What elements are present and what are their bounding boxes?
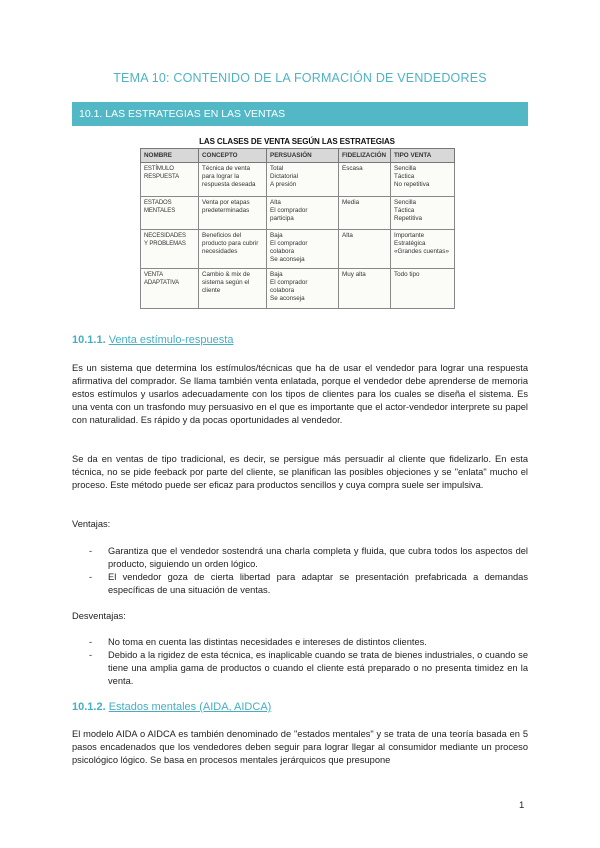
- table-row: [141, 269, 455, 309]
- table-cell: Sencilla Táctica No repetitiva: [391, 163, 455, 197]
- table-cell: Importante Estratégica «Grandes cuentas»: [391, 230, 455, 269]
- table-cell: Venta por etapas predeterminadas: [199, 197, 267, 230]
- list-item: - Debido a la rigidez de esta técnica, es inaplicable cuando se trata de bienes industriales, o cuando se tiene una amplia gama de productos o cuando el cliente está preparado o no presenta timidez en la venta.: [89, 650, 528, 686]
- table-header-row: [141, 149, 455, 163]
- table-cell: ESTÍMULO RESPUESTA: [141, 163, 199, 197]
- column-header: TIPO VENTA: [391, 149, 455, 163]
- list-item: - Garantiza que el vendedor sostendrá una charla completa y fluida, que cubra todos los aspectos del producto, siguiendo un orden lógico.: [89, 546, 528, 569]
- table-cell: Total Dictatorial A presión: [267, 163, 339, 197]
- subsection-number: 10.1.2.: [72, 701, 106, 713]
- table-cell: Muy alta: [339, 269, 391, 309]
- table-cell: ESTADOS MENTALES: [141, 197, 199, 230]
- subsection-heading-1: [72, 334, 233, 346]
- table-cell: Alta El comprador participa: [267, 197, 339, 230]
- table-cell: Media: [339, 197, 391, 230]
- table-cell: Alta: [339, 230, 391, 269]
- sales-strategies-table: [140, 148, 455, 309]
- column-header: PERSUASIÓN: [267, 149, 339, 163]
- subsection-title-link[interactable]: Estados mentales (AIDA, AIDCA): [108, 701, 272, 713]
- disadvantages-label: Desventajas:: [72, 611, 126, 621]
- advantages-label: Ventajas:: [72, 519, 111, 529]
- column-header: NOMBRE: [141, 149, 199, 163]
- strategies-table-figure: [140, 137, 454, 309]
- table-cell: Baja El comprador colabora Se aconseja: [267, 230, 339, 269]
- column-header: FIDELIZACIÓN: [339, 149, 391, 163]
- page-title: TEMA 10: CONTENIDO DE LA FORMACIÓN DE VENDEDORES: [113, 71, 487, 85]
- paragraph: Se da en ventas de tipo tradicional, es decir, se persigue más persuadir al cliente que fidelizarlo. En esta técnica, no se pide feeback por parte del cliente, se planifican las posibles objeciones y se "enlata" mucho el proceso. Este método puede ser eficaz para productos sencillos y cuya compra suele ser impulsiva.: [72, 454, 528, 490]
- table-cell: Todo tipo: [391, 269, 455, 309]
- table-cell: Beneficios del producto para cubrir necesidades: [199, 230, 267, 269]
- table-row: [141, 197, 455, 230]
- list-item: - El vendedor goza de cierta libertad para adaptar se presentación prefabricada a demandas específicas de una situación de ventas.: [89, 572, 528, 595]
- subsection-number: 10.1.1.: [72, 334, 106, 346]
- table-cell: Técnica de venta para lograr la respuesta deseada: [199, 163, 267, 197]
- subsection-heading-2: [72, 701, 271, 713]
- figure-title: LAS CLASES DE VENTA SEGÚN LAS ESTRATEGIAS: [199, 137, 395, 146]
- paragraph: Es un sistema que determina los estímulos/técnicas que ha de usar el vendedor para lograr una respuesta afirmativa del comprador. Se llama también venta enlatada, porque el vendedor debe aprenderse de memoria estos estímulos y usarlos adecuadamente con los tipos de clientes para los cuales se diseña el sistema. Es una venta con un trasfondo muy persuasivo en el que es importante que el actor-vendedor interprete su papel con naturalidad. Es rápido y da pocas oportunidades al vendedor.: [72, 363, 528, 425]
- table-cell: Sencilla Táctica Repetitiva: [391, 197, 455, 230]
- advantages-list: [72, 545, 528, 597]
- table-cell: Escasa: [339, 163, 391, 197]
- subsection-title-link[interactable]: Venta estímulo-respuesta: [108, 334, 234, 346]
- section-heading: 10.1. LAS ESTRATEGIAS EN LAS VENTAS: [72, 102, 528, 126]
- column-header: CONCEPTO: [199, 149, 267, 163]
- disadvantages-list: [72, 636, 528, 688]
- table-cell: NECESIDADES Y PROBLEMAS: [141, 230, 199, 269]
- page-number: 1: [519, 800, 525, 811]
- table-row: [141, 163, 455, 197]
- paragraph: El modelo AIDA o AIDCA es también denominado de "estados mentales" y se trata de una teoría basada en 5 pasos encadenados que los vendedores deben seguir para lograr llegar al consumidor mediante un proceso psicológico lógico. Se basa en procesos mentales jerárquicos que presupone: [72, 729, 528, 765]
- list-item: - No toma en cuenta las distintas necesidades e intereses de distintos clientes.: [89, 637, 427, 647]
- table-cell: Baja El comprador colabora Se aconseja: [267, 269, 339, 309]
- table-cell: VENTA ADAPTATIVA: [141, 269, 199, 309]
- table-cell: Cambio & mix de sistema según el cliente: [199, 269, 267, 309]
- table-row: [141, 230, 455, 269]
